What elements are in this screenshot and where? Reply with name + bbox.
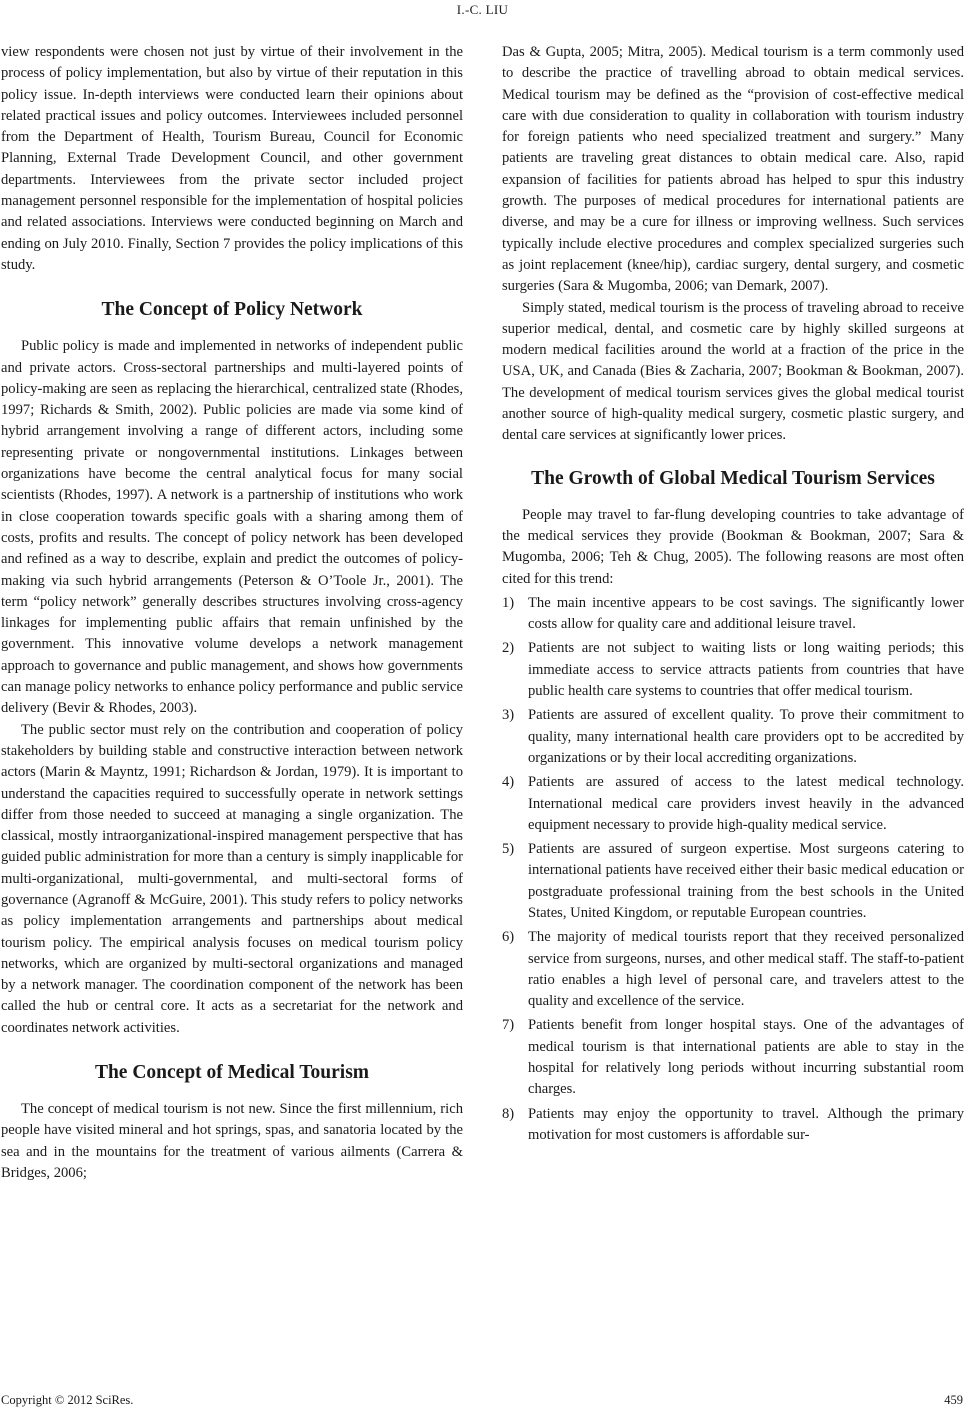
right-column <box>502 42 964 1146</box>
reasons-list <box>502 593 964 1146</box>
list-item <box>502 839 964 924</box>
paragraph-policy-network-1: Public policy is made and implemented in networks of independent public and private actors. Cross-sectoral partnerships and multi-layered points of policy-making are seen as replacing the hierarchical, centralized state (Rhodes, 1997; Richards & Smith, 2002). Public policies are made via some kind of hybrid arrangement involving a range of different actors, including some representing private or nongovernmental institutions. Linkages between organizations have become the central analytical focus for many social scientists (Rhodes, 1997). A network is a partnership of institutions who work in close cooperation towards specific goals with a sharing among them of costs, profits and results. The concept of policy network has been developed and refined as a way to describe, explain and predict the outcomes of policy-making via such hybrid arrangements (Peterson & O’Toole Jr., 2001). The term “policy network” generally describes structures involving cross-agency linkages for implementing public affairs that remain unfinished by the government. This innovative volume develops a network management approach to governance and public management, and shows how governments can manage policy networks to enhance policy performance and public service delivery (Bevir & Rhodes, 2003). <box>1 338 463 717</box>
list-item-number: 4) <box>502 774 515 791</box>
list-item-number: 3) <box>502 707 515 724</box>
copyright-notice: Copyright © 2012 SciRes. <box>1 1393 134 1407</box>
list-item-text: The main incentive appears to be cost savings. The significantly lower costs allow for quality care and additional leisure travel. <box>528 594 964 633</box>
left-column <box>1 42 463 1184</box>
section-heading-policy-network: The Concept of Policy Network <box>101 299 363 321</box>
list-item-text: Patients are assured of surgeon expertise. Most surgeons catering to international patients have received either their basic medical education or postgraduate professional training from the best schools in the United States, United Kingdom, or reputable European countries. <box>528 841 964 921</box>
list-item-text: Patients may enjoy the opportunity to travel. Although the primary motivation for most customers is affordable sur- <box>528 1105 964 1143</box>
list-item-number: 7) <box>502 1017 515 1034</box>
list-item <box>502 772 964 836</box>
list-item-text: Patients are not subject to waiting lists or long waiting periods; this immediate access to service attracts patients from countries that have public health care systems to countries that offer medical tourism. <box>528 640 964 700</box>
list-item-number: 2) <box>502 640 515 657</box>
list-item <box>502 593 964 636</box>
list-item-number: 8) <box>502 1105 515 1122</box>
section-heading-growth: The Growth of Global Medical Tourism Services <box>531 467 935 489</box>
list-item-number: 5) <box>502 841 515 858</box>
list-item-number: 6) <box>502 929 515 946</box>
list-item <box>502 1104 964 1147</box>
paragraph-policy-network-2: The public sector must rely on the contribution and cooperation of policy stakeholders by building stable and constructive interaction between network actors (Marin & Mayntz, 1991; Richardson & Jordan, 1979). It is important to understand the capacities required to successfully operate in network settings differ from those needed to succeed at managing a single organization. The classical, mostly intraorganizational-inspired management perspective that has guided public administration for more than a century is simply inapplicable for multi-organizational, multi-governmental, and multi-sectoral forms of governance (Agranoff & McGuire, 2001). This study refers to policy networks as policy implementation arrangements and partnerships about medical tourism policy. The empirical analysis focuses on medical tourism policy networks, which are organized by multi-sectoral organizations and managed by a network manager. The coordination component of the network has been called the hub or central core. It acts as a secretariat for the network and coordinates network activities. <box>1 721 463 1036</box>
list-item-text: Patients are assured of excellent quality. To prove their commitment to quality, many international health care providers opt to be accredited by organizations or by their local accrediting organizations. <box>528 707 964 766</box>
list-item-text: Patients benefit from longer hospital stays. One of the advantages of medical tourism is that international patients are able to stay in the hospital for relatively long periods without incurring substantial room charges. <box>528 1017 964 1098</box>
list-item <box>502 638 964 702</box>
running-head: I.-C. LIU <box>456 2 509 17</box>
list-item-text: Patients are assured of access to the latest medical technology. International medical care providers invest heavily in the advanced equipment necessary to provide high-quality medical service. <box>528 774 964 833</box>
section-heading-medical-tourism: The Concept of Medical Tourism <box>94 1062 370 1084</box>
paragraph-medical-tourism-cont: Das & Gupta, 2005; Mitra, 2005). Medical tourism is a term commonly used to describe the practice of travelling abroad to obtain medical services. Medical tourism may be defined as the “provision of cost-effective medical care with due consideration to quality in collaboration with tourism industry for foreign patients who need specialized treatment and surgery.” Many patients are traveling great distances to obtain medical care. Also, rapid expansion of facilities for patients abroad has helped to spur this industry growth. The purposes of medical procedures for international patients are diverse, and may be a cure for illness or improving wellness. Such services typically include elective procedures and complex specialized surgeries such as joint replacement (knee/hip), cardiac surgery, dental surgery, and cosmetic surgeries (Sara & Mugomba, 2006; van Demark, 2007). <box>502 44 964 295</box>
paragraph-simply-stated: Simply stated, medical tourism is the process of traveling abroad to receive superior medical, dental, and cosmetic care by highly skilled surgeons at modern medical facilities around the world at a fraction of the price in the USA, UK, and Canada (Bies & Zacharia, 2007; Bookman & Bookman, 2007). The development of medical tourism services gives the global medical tourist another source of high-quality medical surgery, cosmetic plastic surgery, and dental care services at significantly lower prices. <box>502 299 964 444</box>
list-item-number: 1) <box>502 594 515 611</box>
list-item <box>502 927 964 1012</box>
paragraph-intro: view respondents were chosen not just by virtue of their involvement in the process of policy implementation, but also by virtue of their reputation in this policy issue. In-depth interviews were conducted learn their opinions about related practical issues and policy outcomes. Interviewees included personnel from the Department of Health, Tourism Bureau, Council for Economic Planning, External Trade Development Council, and other government departments. Interviewees from the private sector included project management personnel responsible for the implementation of hospital policies and related associations. Interviews were conducted beginning on March and ending on July 2010. Finally, Section 7 provides the policy implications of this study. <box>1 44 463 273</box>
list-item-text: The majority of medical tourists report that they received personalized service from surgeons, nurses, and other medical staff. The staff-to-patient ratio enables a high level of personal care, and travelers attest to the quality and excellence of the service. <box>528 929 964 1010</box>
paragraph-growth: People may travel to far-flung developing countries to take advantage of the medical services they provide (Bookman & Bookman, 2007; Sara & Mugomba, 2006; Teh & Chug, 2005). The following reasons are most often cited for this trend: <box>502 506 964 587</box>
list-item <box>502 705 964 769</box>
list-item <box>502 1015 964 1100</box>
page-number: 459 <box>944 1393 963 1407</box>
paragraph-medical-tourism-1: The concept of medical tourism is not new. Since the first millennium, rich people have visited mineral and hot springs, spas, and sanatoria located by the sea and in the mountains for the treatment of various ailments (Carrera & Bridges, 2006; <box>1 1101 463 1181</box>
